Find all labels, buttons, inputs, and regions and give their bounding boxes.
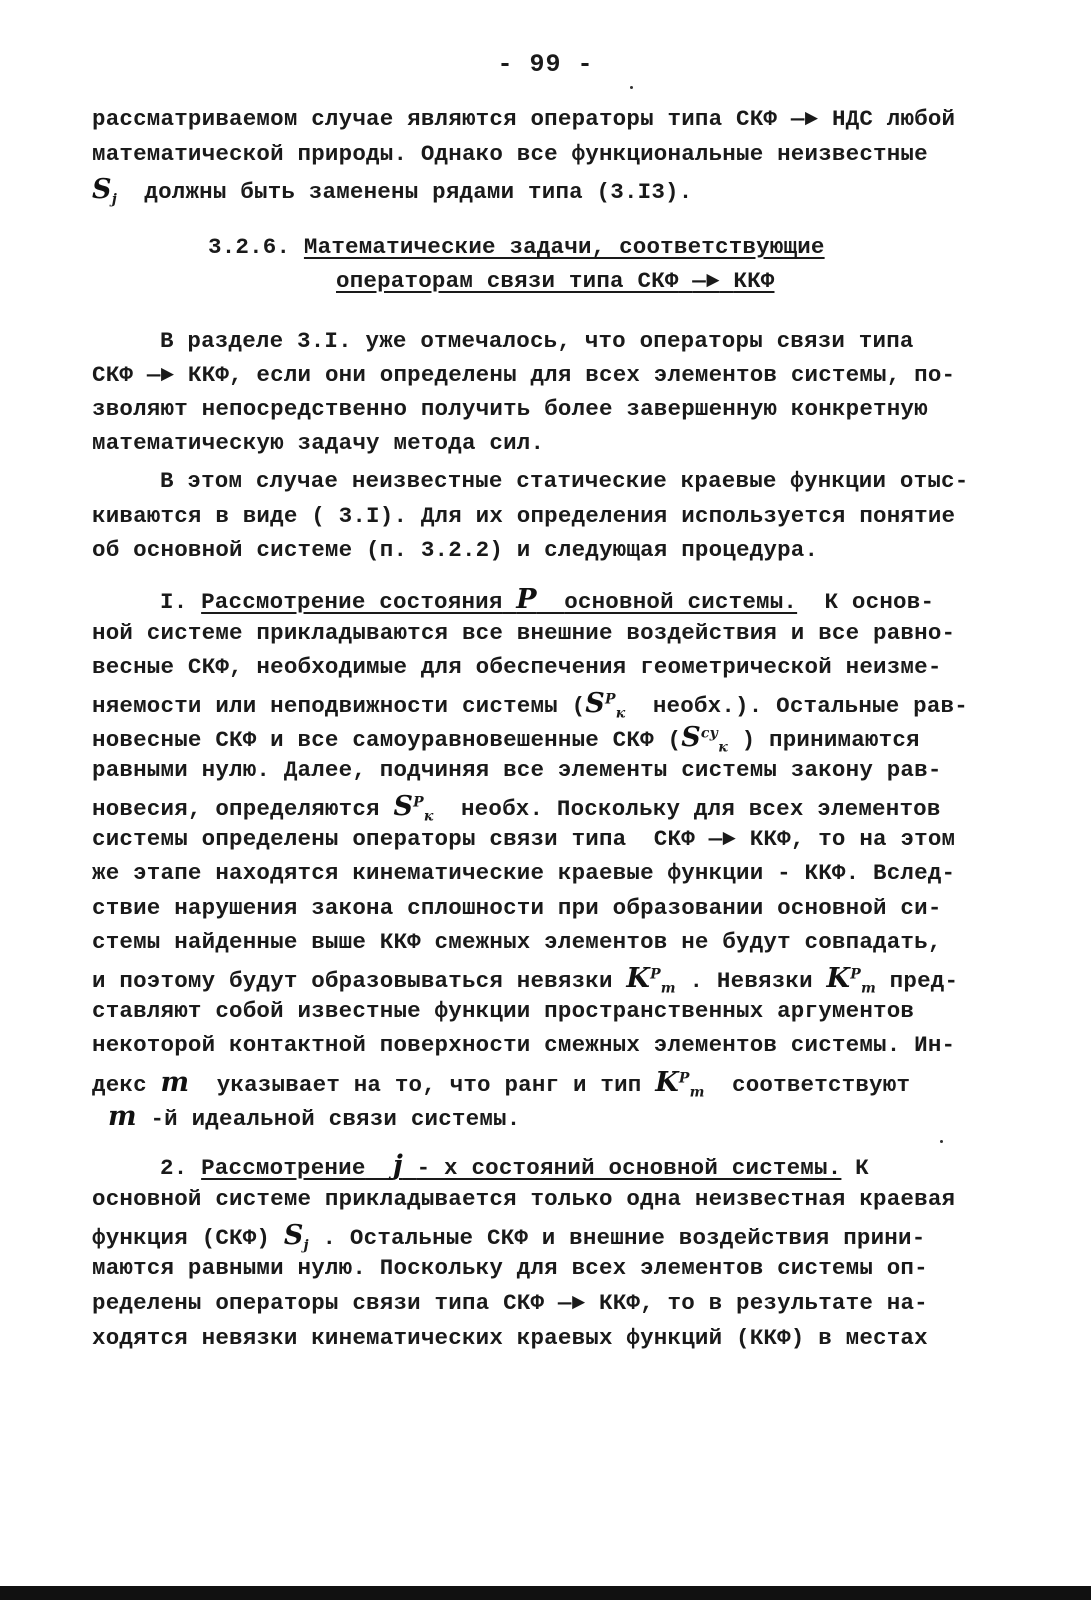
text-line: некоторой контактной поверхности смежных элементов системы. Ин- <box>92 1032 956 1058</box>
section-heading: 3.2.6. Математические задачи, соответствующие <box>208 234 825 260</box>
text-line: математическую задачу метода сил. <box>92 430 545 456</box>
arrow-icon: —► <box>557 1290 586 1316</box>
math-symbol: K <box>655 1067 679 1098</box>
item-heading: 2. Рассмотрение j - х состояний основной системы. К <box>160 1150 869 1181</box>
section-heading-line2: операторам связи типа СКФ —► ККФ <box>336 268 775 294</box>
text-line: ной системе прикладываются все внешние воздействия и все равно- <box>92 620 956 646</box>
math-symbol: P <box>516 584 537 615</box>
arrow-icon: —► <box>708 826 737 852</box>
text-line: ходятся невязки кинематических краевых функций (ККФ) в местах <box>92 1325 928 1351</box>
text-line: ределены операторы связи типа СКФ —► ККФ, то в результате на- <box>92 1290 928 1316</box>
arrow-icon: —► <box>790 106 819 132</box>
math-symbol: S <box>92 174 112 205</box>
math-symbol: S <box>393 791 414 822</box>
text-line: рассматриваемом случае являются операторы типа СКФ —► НДС любой <box>92 106 956 132</box>
text-line: киваются в виде ( 3.I). Для их определения используется понятие <box>92 503 956 529</box>
text-line: няемости или неподвижности системы ($S^P_к$ необх.). Остальные рав- <box>92 688 968 722</box>
text-line: зволяют непосредственно получить более завершенную конкретную <box>92 396 928 422</box>
text-line: СКФ —► ККФ, если они определены для всех элементов системы, по- <box>92 362 956 388</box>
text-line: В разделе 3.I. уже отмечалось, что операторы связи типа <box>160 328 914 354</box>
math-symbol: S <box>283 1220 304 1251</box>
arrow-icon: —► <box>146 362 175 388</box>
text-line: равными нулю. Далее, подчиняя все элементы системы закону рав- <box>92 757 942 783</box>
scan-speck <box>630 86 633 89</box>
arrow-icon: —► <box>692 268 720 294</box>
text-line: m -й идеальной связи системы. <box>108 1101 521 1132</box>
text-line: ствие нарушения закона сплошности при образовании основной си- <box>92 895 942 921</box>
scan-speck <box>940 1140 943 1143</box>
text-line: новесия, определяются $S^P_к$ необх. Поскольку для всех элементов <box>92 791 941 825</box>
math-symbol: m <box>108 1101 137 1132</box>
text-line: В этом случае неизвестные статические краевые функции отыс- <box>160 468 969 494</box>
text-line: весные СКФ, необходимые для обеспечения геометрической неизме- <box>92 654 942 680</box>
math-symbol: m <box>160 1067 190 1098</box>
text-line: же этапе находятся кинематические краевые функции - ККФ. Вслед- <box>92 860 956 886</box>
math-symbol: S <box>681 722 701 753</box>
text-line: основной системе прикладывается только одна неизвестная краевая <box>92 1186 956 1212</box>
text-line: декс m указывает на то, что ранг и тип $K^P_m$ соответствуют <box>92 1067 911 1101</box>
text-line: и поэтому будут образовываться невязки $K^P_m$ . Невязки $K^P_m$ пред- <box>92 963 959 997</box>
text-line: $S_j$ должны быть заменены рядами типа (3.I3). <box>92 174 693 208</box>
text-line: новесные СКФ и все самоуравновешенные СКФ ($S^{су}_к$ ) принимаются <box>92 722 920 756</box>
text-line: об основной системе (п. 3.2.2) и следующая процедура. <box>92 537 819 563</box>
math-symbol: S <box>585 688 605 719</box>
text-line: маются равными нулю. Поскольку для всех элементов системы оп- <box>92 1255 928 1281</box>
text-line: ставляют собой известные функции пространственных аргументов <box>92 998 915 1024</box>
scan-edge-bar <box>0 1586 1091 1600</box>
math-symbol: j <box>392 1150 403 1181</box>
text-line: функция (СКФ) $S_j$ . Остальные СКФ и внешние воздействия прини- <box>92 1220 926 1254</box>
item-heading: I. Рассмотрение состояния P основной системы. К основ- <box>160 584 935 615</box>
text-line: математической природы. Однако все функциональные неизвестные <box>92 141 928 167</box>
text-line: стемы найденные выше ККФ смежных элементов не будут совпадать, <box>92 929 942 955</box>
math-symbol: K <box>626 963 651 994</box>
math-symbol: K <box>826 963 851 994</box>
text-line: системы определены операторы связи типа СКФ —► ККФ, то на этом <box>92 826 956 852</box>
page-number: - 99 - <box>497 50 594 79</box>
